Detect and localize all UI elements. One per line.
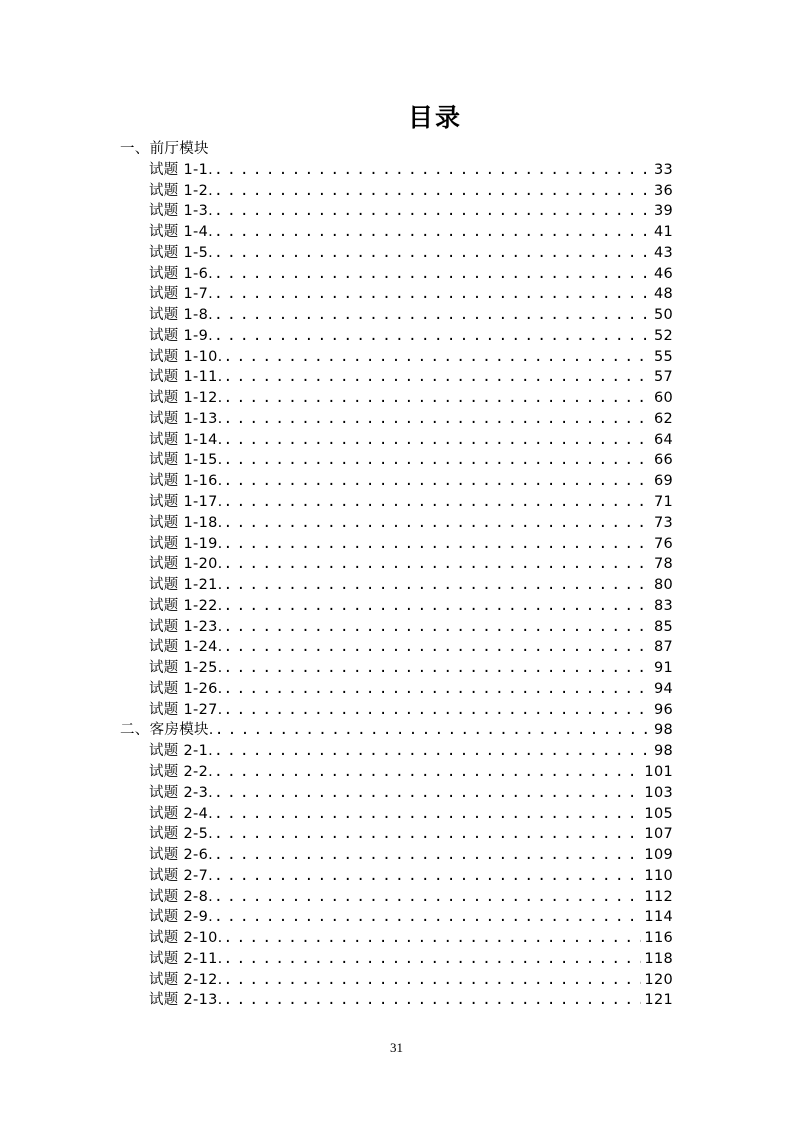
toc-entry-page: 41 [653, 224, 673, 241]
toc-entry-label: 试题 1-3. [149, 203, 214, 220]
dot-leader [224, 347, 651, 368]
dot-leader [214, 264, 651, 285]
toc-entry-page: 55 [653, 348, 673, 365]
toc-entry-label: 试题 1-18. [149, 514, 223, 531]
toc-entry-label: 试题 2-7. [149, 867, 214, 884]
toc-entry-label: 试题 1-24. [149, 639, 223, 656]
toc-entry-label: 试题 1-5. [149, 244, 214, 261]
toc-entry[interactable] [0, 367, 793, 388]
dot-leader [224, 637, 651, 658]
toc-entry[interactable] [0, 762, 793, 783]
toc-entry[interactable] [0, 201, 793, 222]
toc-entry-label: 试题 1-14. [149, 431, 223, 448]
dot-leader [214, 201, 651, 222]
dot-leader [224, 575, 651, 596]
dot-leader [214, 181, 651, 202]
toc-entry-page: 98 [653, 722, 673, 739]
dot-leader [214, 887, 641, 908]
toc-entry-page: 114 [644, 909, 673, 926]
toc-entry-label: 试题 2-9. [149, 909, 214, 926]
toc-entry-page: 120 [644, 971, 673, 988]
dot-leader [214, 866, 641, 887]
toc-entry[interactable] [0, 471, 793, 492]
toc-entry-label: 一、前厅模块 [120, 141, 209, 157]
toc-entry-page: 109 [644, 847, 673, 864]
toc-entry[interactable] [0, 990, 793, 1011]
toc-entry-label: 试题 2-13. [149, 992, 223, 1009]
dot-leader [214, 907, 641, 928]
toc-entry[interactable] [0, 949, 793, 970]
toc-entry-label: 试题 1-8. [149, 307, 214, 324]
toc-entry-label: 试题 2-10. [149, 930, 223, 947]
toc-entry-label: 试题 1-20. [149, 556, 223, 573]
toc-entry-label: 试题 1-17. [149, 494, 223, 511]
dot-leader [214, 741, 651, 762]
toc-entry-page: 48 [653, 286, 673, 303]
toc-entry-label: 试题 1-27. [149, 701, 223, 718]
toc-entry-label: 试题 1-16. [149, 473, 223, 490]
dot-leader [214, 783, 641, 804]
dot-leader [224, 679, 651, 700]
toc-entry-page: 66 [653, 452, 673, 469]
toc-entry[interactable] [0, 160, 793, 181]
toc-entry-page: 94 [653, 680, 673, 697]
toc-entry-label: 试题 2-6. [149, 847, 214, 864]
toc-entry[interactable] [0, 305, 793, 326]
toc-entry-page: 91 [653, 660, 673, 677]
toc-entry-page: 39 [653, 203, 673, 220]
toc-entry-label: 试题 1-4. [149, 224, 214, 241]
toc-entry-page: 33 [653, 161, 673, 178]
toc-entry[interactable] [0, 513, 793, 534]
toc-entry[interactable] [0, 679, 793, 700]
page-number: 31 [390, 1040, 403, 1055]
toc-entry-page: 101 [644, 763, 673, 780]
toc-entry-page: 107 [644, 826, 673, 843]
toc-entry[interactable] [0, 866, 793, 887]
toc-entry[interactable] [0, 450, 793, 471]
dot-leader [224, 700, 651, 721]
toc-entry-page: 116 [644, 930, 673, 947]
toc-entry-page: 103 [644, 784, 673, 801]
toc-entry-label: 试题 2-4. [149, 805, 214, 822]
toc-entry-label: 试题 1-9. [149, 327, 214, 344]
toc-entry-page: 50 [653, 307, 673, 324]
dot-leader [224, 450, 651, 471]
toc-entry-label: 试题 1-1. [149, 161, 214, 178]
dot-leader [215, 720, 651, 741]
dot-leader [224, 990, 642, 1011]
dot-leader [224, 409, 651, 430]
toc-entry[interactable] [0, 575, 793, 596]
dot-leader [224, 658, 651, 679]
dot-leader [214, 160, 651, 181]
toc-entry-label: 试题 1-21. [149, 577, 223, 594]
toc-entry[interactable] [0, 181, 793, 202]
dot-leader [224, 554, 651, 575]
toc-entry[interactable] [0, 617, 793, 638]
toc-entry-label: 试题 1-2. [149, 182, 214, 199]
dot-leader [224, 596, 651, 617]
toc-entry-label: 试题 2-2. [149, 763, 214, 780]
table-of-contents [0, 139, 793, 1011]
toc-entry-page: 43 [653, 244, 673, 261]
toc-entry-label: 试题 2-5. [149, 826, 214, 843]
toc-entry[interactable] [0, 970, 793, 991]
toc-entry[interactable] [0, 845, 793, 866]
toc-entry-page: 52 [653, 327, 673, 344]
toc-section[interactable] [0, 720, 793, 741]
dot-leader [214, 222, 651, 243]
toc-entry[interactable] [0, 907, 793, 928]
toc-entry-page: 76 [653, 535, 673, 552]
toc-entry-page: 110 [644, 867, 673, 884]
toc-entry[interactable] [0, 388, 793, 409]
dot-leader [224, 388, 651, 409]
toc-entry[interactable] [0, 264, 793, 285]
toc-entry[interactable] [0, 554, 793, 575]
toc-entry[interactable] [0, 741, 793, 762]
toc-entry-page: 83 [653, 597, 673, 614]
dot-leader [214, 845, 641, 866]
toc-entry-page: 60 [653, 390, 673, 407]
dot-leader [224, 471, 651, 492]
toc-entry[interactable] [0, 243, 793, 264]
toc-entry-label: 试题 1-11. [149, 369, 223, 386]
toc-entry-page: 62 [653, 410, 673, 427]
toc-entry[interactable] [0, 347, 793, 368]
toc-entry[interactable] [0, 430, 793, 451]
dot-leader [214, 824, 641, 845]
toc-entry[interactable] [0, 658, 793, 679]
toc-entry[interactable] [0, 783, 793, 804]
dot-leader [224, 970, 642, 991]
toc-entry-page: 96 [653, 701, 673, 718]
toc-section[interactable] [0, 139, 793, 160]
toc-entry-label: 试题 1-22. [149, 597, 223, 614]
page-title: 目录 [407, 103, 462, 132]
toc-entry-page: 36 [653, 182, 673, 199]
toc-entry[interactable] [0, 928, 793, 949]
toc-entry-page: 78 [653, 556, 673, 573]
toc-entry-label: 试题 1-23. [149, 618, 223, 635]
toc-entry-label: 试题 2-11. [149, 950, 223, 967]
toc-entry-page: 85 [653, 618, 673, 635]
dot-leader [214, 804, 641, 825]
dot-leader [224, 928, 642, 949]
toc-entry-page: 73 [653, 514, 673, 531]
toc-entry[interactable] [0, 222, 793, 243]
toc-entry-label: 试题 1-26. [149, 680, 223, 697]
toc-entry-label: 试题 1-25. [149, 660, 223, 677]
toc-entry[interactable] [0, 887, 793, 908]
toc-entry-label: 试题 1-15. [149, 452, 223, 469]
toc-entry-page: 105 [644, 805, 673, 822]
toc-entry-label: 试题 1-7. [149, 286, 214, 303]
toc-entry-page: 80 [653, 577, 673, 594]
toc-entry-page: 121 [644, 992, 673, 1009]
toc-entry-page: 64 [653, 431, 673, 448]
toc-entry[interactable] [0, 637, 793, 658]
toc-entry-page: 46 [653, 265, 673, 282]
toc-entry-page: 118 [644, 950, 673, 967]
toc-entry[interactable] [0, 492, 793, 513]
dot-leader [214, 305, 651, 326]
dot-leader [224, 367, 651, 388]
toc-entry-label: 试题 2-3. [149, 784, 214, 801]
toc-entry-page: 69 [653, 473, 673, 490]
dot-leader [214, 243, 651, 264]
dot-leader [224, 534, 651, 555]
toc-entry[interactable] [0, 824, 793, 845]
toc-entry-label: 试题 1-19. [149, 535, 223, 552]
toc-entry[interactable] [0, 804, 793, 825]
toc-entry-label: 试题 2-1. [149, 743, 214, 760]
toc-entry-label: 试题 1-13. [149, 410, 223, 427]
toc-entry-label: 试题 1-12. [149, 390, 223, 407]
toc-entry-page: 87 [653, 639, 673, 656]
toc-entry-page: 57 [653, 369, 673, 386]
toc-entry[interactable] [0, 534, 793, 555]
dot-leader [224, 949, 642, 970]
dot-leader [224, 513, 651, 534]
toc-entry[interactable] [0, 326, 793, 347]
toc-entry[interactable] [0, 596, 793, 617]
toc-entry[interactable] [0, 700, 793, 721]
dot-leader [214, 326, 651, 347]
toc-entry-label: 试题 2-12. [149, 971, 223, 988]
toc-entry-label: 试题 2-8. [149, 888, 214, 905]
toc-entry-label: 试题 1-10. [149, 348, 223, 365]
toc-entry-page: 112 [644, 888, 673, 905]
toc-entry-label: 试题 1-6. [149, 265, 214, 282]
toc-entry-label: 二、客房模块. [120, 722, 214, 739]
toc-entry[interactable] [0, 409, 793, 430]
toc-entry-page: 98 [653, 743, 673, 760]
dot-leader [214, 762, 641, 783]
toc-entry-page: 71 [653, 494, 673, 511]
dot-leader [224, 430, 651, 451]
dot-leader [224, 492, 651, 513]
dot-leader [224, 617, 651, 638]
dot-leader [214, 284, 651, 305]
toc-entry[interactable] [0, 284, 793, 305]
